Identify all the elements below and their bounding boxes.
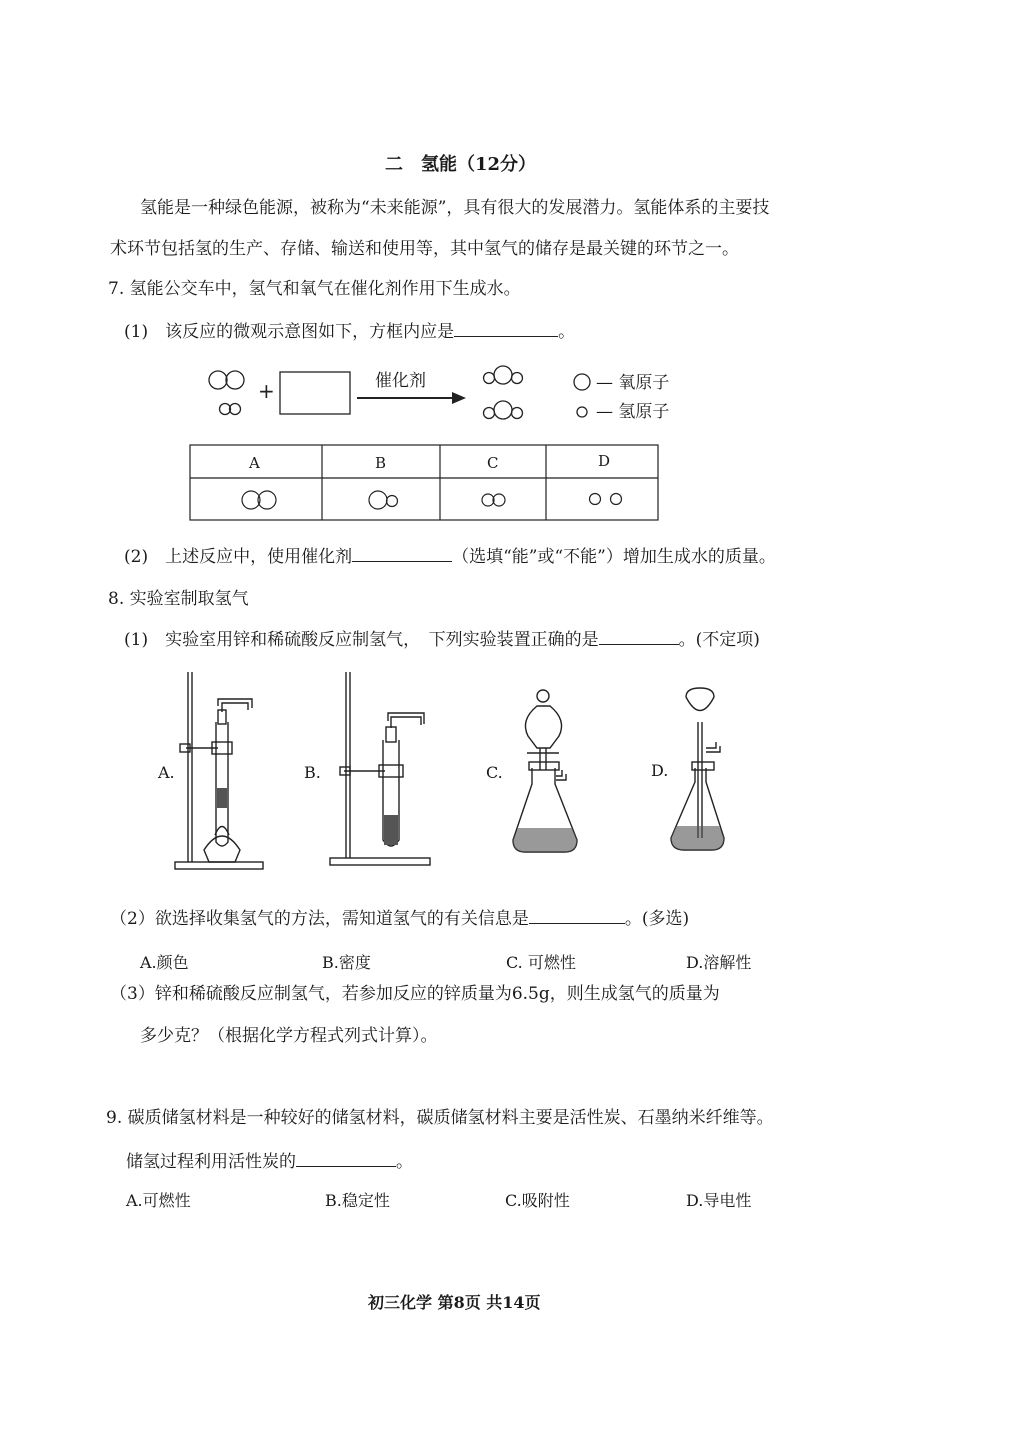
intro-line-2: 术环节包括氢的生产、存储、输送和使用等，其中氢气的储存是最关键的环节之一。 — [110, 239, 739, 259]
apparatus-d — [671, 688, 724, 850]
plus-sign: + — [258, 379, 275, 403]
q9-stem: 9. 碳质储氢材料是一种较好的储氢材料，碳质储氢材料主要是活性炭、石墨纳米纤维等。 — [106, 1108, 774, 1128]
q9-option-b: B.稳定性 — [325, 1191, 390, 1210]
q8-part1-text: (1) 实验室用锌和稀硫酸反应制氢气， 下列实验装置正确的是 — [124, 630, 599, 650]
q8-part2-option-a: A.颜色 — [140, 953, 189, 972]
apparatus-label-c: C. — [486, 763, 503, 782]
apparatus-b — [330, 672, 430, 865]
q8-part1-suffix: 。(不定项) — [678, 630, 760, 650]
apparatus-label-b: B. — [304, 763, 321, 782]
liquid-d — [671, 826, 724, 850]
q8-part3-line1: （3）锌和稀硫酸反应制氢气，若参加反应的锌质量为6.5g，则生成氢气的质量为 — [110, 984, 720, 1004]
q7-part2-text: (2) 上述反应中，使用催化剂 — [124, 547, 353, 567]
liquid-a — [217, 788, 227, 808]
q7-stem: 7. 氢能公交车中，氢气和氧气在催化剂作用下生成水。 — [108, 279, 521, 299]
q8-part2-option-d: D.溶解性 — [686, 953, 752, 972]
catalyst-label: 催化剂 — [375, 371, 426, 391]
liquid-c — [513, 828, 577, 852]
q8-stem: 8. 实验室制取氢气 — [108, 589, 249, 609]
q7-part1-text: (1) 该反应的微观示意图如下，方框内应是 — [124, 322, 455, 342]
apparatus-label-a: A. — [158, 763, 175, 782]
q9-line2-text: 储氢过程利用活性炭的 — [126, 1152, 296, 1172]
q8-part2-option-b: B.密度 — [322, 953, 371, 972]
q8-part2-suffix: 。(多选) — [624, 909, 690, 929]
q8-part2-blank[interactable] — [529, 907, 625, 924]
table-header-a: A — [249, 454, 260, 472]
q9-option-d: D.导电性 — [686, 1191, 752, 1210]
q9-line2 — [126, 1150, 413, 1173]
q9-option-a: A.可燃性 — [126, 1191, 191, 1210]
q8-part2 — [110, 907, 689, 930]
q9-option-c: C.吸附性 — [505, 1191, 570, 1210]
table-header-d: D — [598, 452, 611, 470]
q9-line2-suffix: 。 — [396, 1152, 413, 1172]
table-header-b: B — [375, 454, 387, 472]
apparatus-a — [175, 672, 263, 869]
q7-part1-suffix: 。 — [558, 322, 576, 342]
q8-part3-line2: 多少克？（根据化学方程式列式计算）。 — [140, 1026, 438, 1046]
legend-oxygen: — 氧原子 — [596, 373, 670, 393]
intro-line-1: 氢能是一种绿色能源，被称为“未来能源”，具有很大的发展潜力。氢能体系的主要技 — [140, 198, 770, 218]
apparatus-c — [513, 690, 577, 852]
q7-part2-suffix: （选填“能”或“不能”）增加生成水的质量。 — [452, 547, 776, 567]
table-header-c: C — [487, 454, 499, 472]
q8-part2-text: （2）欲选择收集氢气的方法，需知道氢气的有关信息是 — [110, 909, 529, 929]
q8-part2-option-c: C. 可燃性 — [506, 953, 576, 972]
liquid-b — [384, 815, 398, 845]
apparatus-label-d: D. — [651, 761, 669, 780]
q9-blank[interactable] — [296, 1150, 396, 1167]
page-footer: 初三化学 第8页 共14页 — [368, 1293, 541, 1312]
legend-hydrogen: — 氢原子 — [596, 402, 670, 422]
section-title: 二 氢能（12分） — [385, 154, 537, 175]
